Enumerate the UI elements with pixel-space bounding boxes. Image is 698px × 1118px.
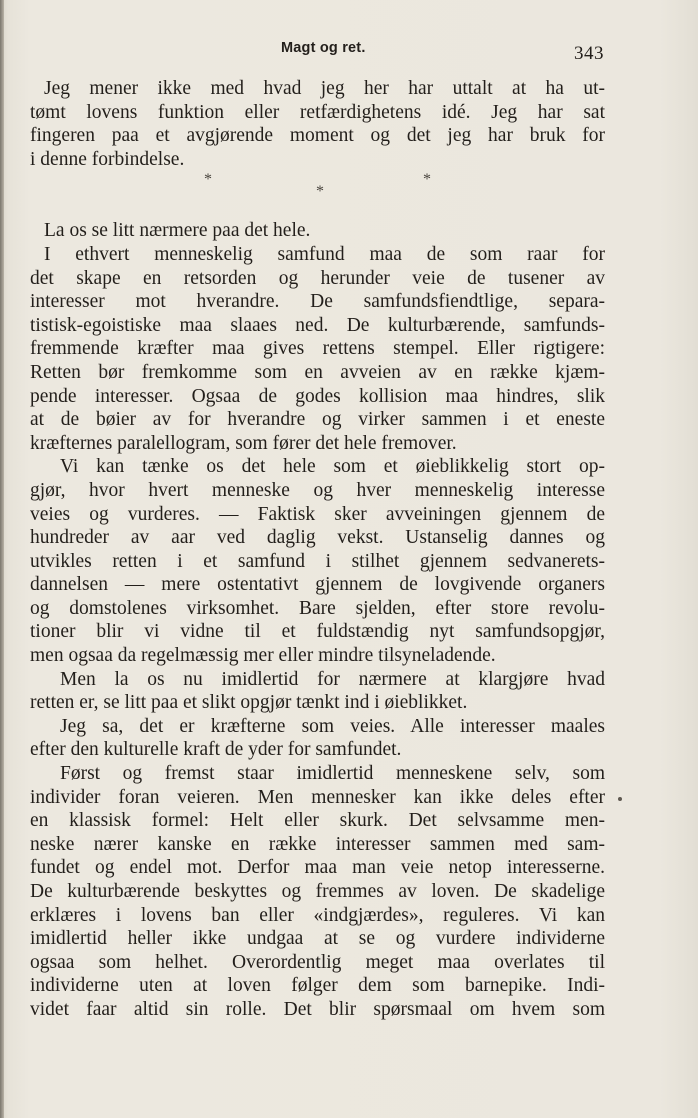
- body-text: [30, 77, 605, 1022]
- asterisk: *: [316, 183, 324, 201]
- text-line: dannelsen — mere ostentativt gjennem de lovgivende organers: [30, 574, 605, 596]
- text-line: Først og fremst staar imidlertid menneskene selv, som: [60, 763, 605, 785]
- text-line: kræfternes paralellogram, som fører det hele fremover.: [30, 432, 457, 454]
- text-line: pende interesser. Ogsaa de godes kollision maa hindres, slik: [30, 385, 605, 407]
- text-line: tømt lovens funktion eller retfærdighetens idé. Jeg har sat: [30, 101, 605, 123]
- text-line: tistisk-egoistiske maa slaaes ned. De kulturbærende, samfunds-: [30, 314, 605, 336]
- text-line: i denne forbindelse.: [30, 148, 185, 170]
- page-header: [0, 40, 698, 68]
- text-line: fundet og endel mot. Derfor maa man veie netop interesserne.: [30, 857, 605, 879]
- text-line: Men la os nu imidlertid for nærmere at klargjøre hvad: [60, 668, 605, 690]
- text-line: imidlertid heller ikke undgaa at se og vurdere individerne: [30, 928, 605, 950]
- text-line: at de bøier av for hverandre og virker sammen i et eneste: [30, 409, 605, 431]
- text-line: fremmende kræfter maa gives rettens stempel. Eller rigtigere:: [30, 338, 605, 360]
- text-line: erklæres i lovens ban eller «indgjærdes», reguleres. Vi kan: [30, 904, 605, 926]
- text-line: det skape en retsorden og herunder veie de tusener av: [30, 267, 605, 289]
- text-line: ogsaa som helhet. Overordentlig meget maa overlates til: [30, 951, 605, 973]
- text-line: retten er, se litt paa et slikt opgjør tænkt ind i øieblikket.: [30, 692, 468, 714]
- section-separator: [30, 171, 605, 219]
- binding-edge: [0, 0, 4, 1118]
- text-line: individer foran veieren. Men mennesker kan ikke deles efter: [30, 786, 605, 808]
- text-line: veies og vurderes. — Faktisk sker avveiningen gjennem de: [30, 503, 605, 525]
- text-line: Retten bør fremkomme som en avveien av en række kjæm-: [30, 361, 605, 383]
- text-line: utvikles retten i et samfund i stilhet gjennem sedvanerets-: [30, 550, 605, 572]
- margin-dot: [618, 797, 622, 801]
- running-title: Magt og ret.: [281, 40, 366, 56]
- text-line: De kulturbærende beskyttes og fremmes av loven. De skadelige: [30, 881, 605, 902]
- text-line: I ethvert menneskelig samfund maa de som raar for: [44, 243, 605, 265]
- text-line: fingeren paa et avgjørende moment og det jeg har bruk for: [30, 125, 605, 147]
- text-line: Jeg mener ikke med hvad jeg her har uttalt at ha ut-: [44, 78, 605, 99]
- page-number: 343: [574, 43, 604, 64]
- text-line: en klassisk formel: Helt eller skurk. Det selvsamme men-: [30, 810, 605, 832]
- text-line: videt faar altid sin rolle. Det blir spørsmaal om hvem som: [30, 998, 605, 1020]
- asterisk: *: [423, 171, 431, 189]
- text-line: interesser mot hverandre. De samfundsfiendtlige, separa-: [30, 291, 605, 313]
- text-line: og domstolenes virksomhet. Bare sjelden, efter store revolu-: [30, 597, 605, 619]
- text-line: La os se litt nærmere paa det hele.: [44, 220, 311, 242]
- text-line: hundreder av aar ved daglig vekst. Ustanselig dannes og: [30, 527, 605, 549]
- text-line: men ogsaa da regelmæssig mer eller mindre tilsyneladende.: [30, 645, 496, 667]
- text-line: neske nærer kanske en række interesser sammen med sam-: [30, 833, 605, 855]
- asterisk: *: [204, 171, 212, 189]
- text-line: tioner blir vi vidne til et fuldstændig nyt samfundsopgjør,: [30, 621, 605, 643]
- text-line: gjør, hvor hvert menneske og hver menneskelig interesse: [30, 479, 605, 501]
- text-line: Jeg sa, det er kræfterne som veies. Alle interesser maales: [60, 715, 605, 737]
- text-line: individerne uten at loven følger dem som barnepike. Indi-: [30, 975, 605, 997]
- text-line: efter den kulturelle kraft de yder for samfundet.: [30, 739, 402, 761]
- text-line: Vi kan tænke os det hele som et øieblikkelig stort op-: [60, 456, 605, 478]
